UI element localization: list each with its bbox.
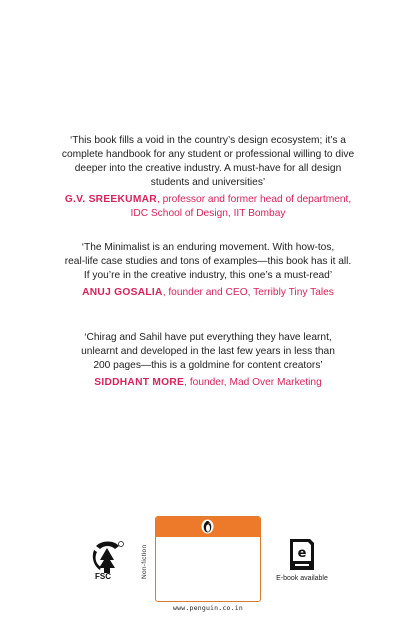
quote-1-text bbox=[30, 134, 386, 190]
quote-line: unlearnt and developed in the last few years in less than bbox=[81, 346, 335, 357]
author-name: ANUJ GOSALIA bbox=[82, 287, 163, 298]
quote-3-attribution bbox=[30, 376, 386, 390]
quote-line: ‘The Minimalist is an enduring movement. With how-tos, bbox=[81, 242, 335, 253]
category-label: Non-fiction bbox=[141, 544, 148, 580]
author-role: , founder, Mad Over Marketing bbox=[184, 377, 322, 388]
quote-3 bbox=[30, 331, 386, 390]
quote-3-text bbox=[30, 331, 386, 373]
barcode-box bbox=[155, 516, 261, 602]
author-role: , founder and CEO, Terribly Tiny Tales bbox=[162, 287, 334, 298]
quote-line: 200 pages—this is a goldmine for content creators’ bbox=[93, 360, 323, 371]
publisher-url: www.penguin.co.in bbox=[173, 604, 243, 612]
quote-2 bbox=[30, 241, 386, 300]
quote-line: complete handbook for any student or professional willing to dive bbox=[61, 149, 355, 160]
quote-line: deeper into the creative industry. A must-have for all design bbox=[74, 163, 342, 174]
penguin-logo-icon bbox=[201, 519, 214, 534]
fsc-label: FSC bbox=[95, 572, 111, 581]
quote-2-text bbox=[30, 241, 386, 283]
quote-1 bbox=[30, 134, 386, 221]
quote-2-attribution bbox=[30, 286, 386, 300]
quote-line: If you’re in the creative industry, this one’s a must-read’ bbox=[83, 270, 333, 281]
ebook-available-icon bbox=[288, 537, 316, 572]
author-role: IDC School of Design, IIT Bombay bbox=[130, 208, 286, 219]
quote-line: real-life case studies and tons of examples—this book has it all. bbox=[64, 256, 352, 267]
quote-line: ‘This book fills a void in the country’s design ecosystem; it’s a bbox=[70, 135, 346, 146]
author-name: G.V. SREEKUMAR bbox=[64, 194, 157, 205]
quote-1-attribution bbox=[30, 193, 386, 221]
svg-text:e: e bbox=[297, 546, 307, 561]
author-role: , professor and former head of department, bbox=[156, 194, 352, 205]
quote-line: ‘Chirag and Sahil have put everything they have learnt, bbox=[84, 332, 332, 343]
ebook-label: E-book available bbox=[276, 575, 328, 582]
quote-line: students and universities’ bbox=[150, 177, 266, 188]
author-name: SIDDHANT MORE bbox=[94, 377, 185, 388]
